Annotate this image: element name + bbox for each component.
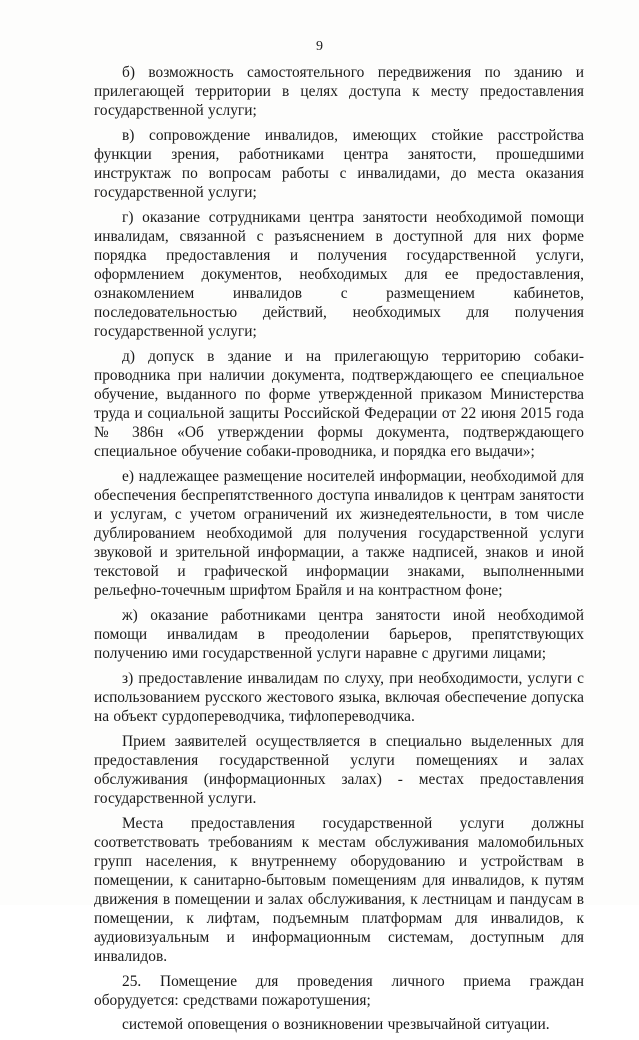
paragraph-b: б) возможность самостоятельного передвижения по зданию и прилегающей территории в целях доступа к месту предоставления государственной услуги; xyxy=(94,64,584,119)
paragraph-reception: Прием заявителей осуществляется в специально выделенных для предоставления государственной услуги помещениях и залах обслуживания (информационных залах) - местах предоставления государственной услуги. xyxy=(94,733,584,807)
paragraph-v: в) сопровождение инвалидов, имеющих стойкие расстройства функции зрения, работниками центра занятости, прошедшими инструктаж по вопросам работы с инвалидами, до места оказания государственной услуги; xyxy=(94,127,584,201)
paragraph-z: з) предоставление инвалидам по слуху, при необходимости, услуги с использованием русского жестового языка, включая обеспечение допуска на объект сурдопереводчика, тифлопереводчика. xyxy=(94,670,584,725)
paragraph-alert-system: системой оповещения о возникновении чрезвычайной ситуации. xyxy=(122,1016,550,1033)
paragraph-places: Места предоставления государственной услуги должны соответствовать требованиям к местам обслуживания маломобильных групп населения, к внутреннему оборудованию и устройствам в помещении, к санитарно-бытовым помещениям для инвалидов, к путям движения в помещении и залах обслуживания, к лестницам и пандусам в помещении, к лифтам, подъемным платформам для инвалидов, к аудиовизуальным и информационным системам, доступным для инвалидов. xyxy=(94,815,584,965)
paragraph-g: г) оказание сотрудниками центра занятости необходимой помощи инвалидам, связанной с разъяснением в доступной для них форме порядка предоставления и получения государственной услуги, оформлением документов, необходимых для ее предоставления, ознакомлением инвалидов с размещением кабинетов, последовательностью действий, необходимых для получения государственной услуги; xyxy=(94,209,584,340)
paragraph-d: д) допуск в здание и на прилегающую территорию собаки-проводника при наличии документа, подтверждающего ее специальное обучение, выданного по форме утвержденной приказом Министерства труда и социальной защиты Российской Федерации от 22 июня 2015 года № 386н «Об утверждении формы документа, подтверждающего специальное обучение собаки-проводника, и порядка его выдачи»; xyxy=(94,348,584,460)
paragraph-25: 25. Помещение для проведения личного приема граждан оборудуется: средствами пожаротушения; xyxy=(94,973,584,1009)
document-body xyxy=(94,63,584,1040)
paragraph-e: е) надлежащее размещение носителей информации, необходимой для обеспечения беспрепятственного доступа инвалидов к центрам занятости и услугам, с учетом ограничений их жизнедеятельности, в том числе дублированием необходимой для получения государственной услуги звуковой и зрительной информации, а также надписей, знаков и иной текстовой и графической информации знаками, выполненными рельефно-точечным шрифтом Брайля и на контрастном фоне; xyxy=(94,468,584,599)
paragraph-zh: ж) оказание работниками центра занятости иной необходимой помощи инвалидам в преодолении барьеров, препятствующих получению ими государственной услуги наравне с другими лицами; xyxy=(94,607,584,662)
page-number: 9 xyxy=(316,39,323,54)
